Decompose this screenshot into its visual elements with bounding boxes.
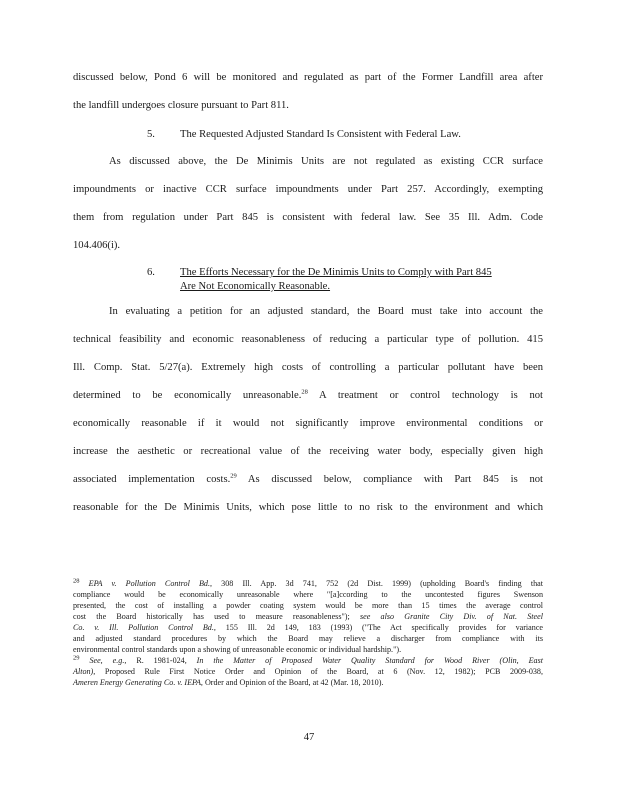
paragraph-5 xyxy=(73,148,543,260)
footnote-line xyxy=(73,677,543,688)
footnote-ref-29[interactable]: 29 xyxy=(230,472,237,480)
footnote-line xyxy=(73,622,543,633)
footnote-line: presented, the cost of installing a powder coating system would be more than 15 times the average control xyxy=(73,601,543,610)
text-span: associated implementation costs. xyxy=(73,474,231,485)
footnote-line: environmental control standards upon a showing of unreasonable economic or individual hardship."). xyxy=(73,645,402,654)
case-name: Alton) xyxy=(73,667,94,676)
text-line: impoundments or inactive CCR surface impoundments under Part 257. Accordingly, exempting xyxy=(73,184,543,195)
text-span: In evaluating a petition for an adjusted standard, the Board must take into account the xyxy=(109,306,543,317)
text-span: , R. 1981-024, xyxy=(124,656,197,665)
text-span: , 155 Ill. 2d 149, 183 (1993) ("The Act specifically provides for variance xyxy=(213,623,544,632)
heading-number: 6. xyxy=(147,267,155,278)
text-line: increase the aesthetic or recreational value of the receiving water body, especially given high xyxy=(73,446,543,457)
text-line: discussed below, Pond 6 will be monitored and regulated as part of the Former Landfill area after xyxy=(73,72,543,83)
heading-text: The Requested Adjusted Standard Is Consistent with Federal Law. xyxy=(180,129,461,140)
footnote-mark-28: 28 xyxy=(73,577,80,585)
text-span: cost the Board historically has used to measure reasonableness"); xyxy=(73,612,350,621)
case-name: EPA v. Pollution Control Bd. xyxy=(88,579,210,588)
text-span: As discussed below, compliance with Part 845 is not xyxy=(236,474,543,485)
footnotes xyxy=(73,578,543,688)
footnote-line xyxy=(73,578,543,589)
text-line: Ill. Comp. Stat. 5/27(a). Extremely high costs of controlling a particular pollutant have been xyxy=(73,362,543,373)
footnote-line xyxy=(73,655,543,666)
text-span: A treatment or control technology is not xyxy=(307,390,543,401)
heading-number: 5. xyxy=(147,129,155,140)
text-line: 104.406(i). xyxy=(73,240,121,251)
paragraph-6 xyxy=(73,298,543,522)
footnote-line: and adjusted standard procedures by which the Board may relieve a discharger from compliance with its xyxy=(73,634,543,643)
footnote-ref-28[interactable]: 28 xyxy=(301,388,308,396)
text-line xyxy=(73,466,543,494)
footnote-mark-29: 29 xyxy=(73,654,80,662)
text-span: determined to be economically unreasonable. xyxy=(73,390,302,401)
footnote-line: compliance would be economically unreasonable where "[a]ccording to the uncontested figures Swenson xyxy=(73,590,543,599)
text-line xyxy=(73,148,543,176)
text-line xyxy=(73,298,543,326)
text-line xyxy=(73,382,543,410)
heading-text-line-1: The Efforts Necessary for the De Minimis Units to Comply with Part 845 xyxy=(180,267,492,278)
text-line: economically reasonable if it would not significantly improve environmental conditions or xyxy=(73,418,543,429)
footnote-line xyxy=(73,666,543,677)
text-line: technical feasibility and economic reasonableness of reducing a particular type of pollution. 415 xyxy=(73,334,543,345)
case-name: In the Matter of Proposed Water Quality Standard for Wood River (Olin, East xyxy=(196,656,543,665)
text-line: the landfill undergoes closure pursuant to Part 811. xyxy=(73,100,289,111)
footnote-line xyxy=(73,611,543,622)
text-span: , Proposed Rule First Notice Order and Opinion of the Board, at 6 (Nov. 12, 1982); PCB 2009-038, xyxy=(93,667,543,676)
text-span: As discussed above, the De Minimis Units are not regulated as existing CCR surface xyxy=(109,156,543,167)
case-name: Co. v. Ill. Pollution Control Bd. xyxy=(73,623,214,632)
text-span: , Order and Opinion of the Board, at 42 (Mar. 18, 2010). xyxy=(200,678,384,687)
text-line: them from regulation under Part 845 is consistent with federal law. See 35 Ill. Adm. Code xyxy=(73,212,543,223)
case-name: Ameren Energy Generating Co. v. IEPA xyxy=(73,678,201,687)
signal: See, e.g. xyxy=(89,656,125,665)
text-line: reasonable for the De Minimis Units, which pose little to no risk to the environment and which xyxy=(73,502,543,513)
page-number: 47 xyxy=(303,732,315,743)
heading-text-line-2: Are Not Economically Reasonable. xyxy=(180,281,331,292)
case-name: see also Granite City Div. of Nat. Steel xyxy=(359,612,543,621)
continuation-paragraph xyxy=(73,64,543,120)
text-span: , 308 Ill. App. 3d 741, 752 (2d Dist. 1999) (upholding Board's finding that xyxy=(210,579,543,588)
